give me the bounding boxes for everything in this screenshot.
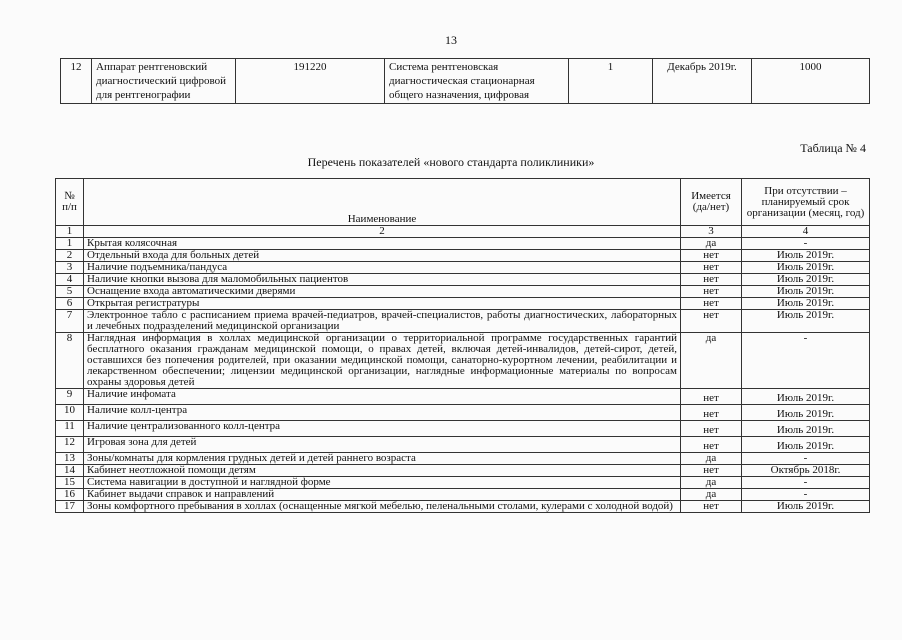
table-row <box>56 298 870 310</box>
indicator-name: Наличие кнопки вызова для маломобильных пациентов <box>84 274 681 286</box>
table-row <box>56 238 870 250</box>
indicator-name: Зоны/комнаты для кормления грудных детей и детей раннего возраста <box>84 453 681 465</box>
table-row <box>56 333 870 389</box>
row-number: 16 <box>56 489 84 501</box>
indicator-has: нет <box>681 274 742 286</box>
indicator-has: да <box>681 453 742 465</box>
indicator-has: нет <box>681 298 742 310</box>
indicator-plan: Июль 2019г. <box>742 389 870 405</box>
indicator-name: Система навигации в доступной и наглядной форме <box>84 477 681 489</box>
indicator-has: да <box>681 238 742 250</box>
indicator-name: Отдельный входа для больных детей <box>84 250 681 262</box>
indicator-name: Наличие колл-центра <box>84 405 681 421</box>
table-row <box>56 477 870 489</box>
table-row <box>56 501 870 513</box>
row-number: 8 <box>56 333 84 389</box>
table-row <box>56 489 870 501</box>
table-row <box>56 310 870 333</box>
table-title: Перечень показателей «нового стандарта поликлиники» <box>307 155 595 169</box>
row-number: 6 <box>56 298 84 310</box>
indicator-has: нет <box>681 405 742 421</box>
table-row <box>56 274 870 286</box>
indicator-has: нет <box>681 286 742 298</box>
row-number: 17 <box>56 501 84 513</box>
indicator-name: Наличие инфомата <box>84 389 681 405</box>
col-number: 3 <box>681 226 742 238</box>
indicator-name: Крытая колясочная <box>84 238 681 250</box>
indicator-has: нет <box>681 465 742 477</box>
equipment-table <box>60 58 870 104</box>
indicator-plan: Июль 2019г. <box>742 298 870 310</box>
indicator-name: Оснащение входа автоматическими дверями <box>84 286 681 298</box>
header-name: Наименование <box>84 179 681 226</box>
indicator-has: да <box>681 333 742 389</box>
indicator-name: Зоны комфортного пребывания в холлах (оснащенные мягкой мебелью, пеленальными столами, кулерами с холодной водой) <box>84 501 681 513</box>
indicator-has: да <box>681 489 742 501</box>
indicator-has: нет <box>681 250 742 262</box>
indicator-name: Наглядная информация в холлах медицинской организации о территориальной программе государственных гарантий бесплатного оказания гражданам медицинской помощи, о правах детей, включая детей-инвалидов, детей-сирот, детей, оставшихся без попечения родителей, при оказании медицинской помощи, санаторно-курортном лечении, реабилитации и лекарственном обеспечении; лицензии медицинской организации, наглядные информационные материалы по вопросам охраны здоровья детей <box>84 333 681 389</box>
indicator-has: нет <box>681 389 742 405</box>
indicator-plan: - <box>742 489 870 501</box>
indicator-plan: Июль 2019г. <box>742 274 870 286</box>
indicator-name: Кабинет выдачи справок и направлений <box>84 489 681 501</box>
indicator-has: нет <box>681 310 742 333</box>
indicator-plan: Июль 2019г. <box>742 250 870 262</box>
indicator-has: да <box>681 477 742 489</box>
table-row <box>56 250 870 262</box>
row-number: 5 <box>56 286 84 298</box>
table-row <box>56 262 870 274</box>
row-number: 7 <box>56 310 84 333</box>
col-number: 4 <box>742 226 870 238</box>
indicator-has: нет <box>681 501 742 513</box>
table-row <box>56 437 870 453</box>
indicator-plan: Октябрь 2018г. <box>742 465 870 477</box>
row-number: 13 <box>56 453 84 465</box>
equipment-price: 1000 <box>752 59 870 104</box>
indicator-plan: Июль 2019г. <box>742 310 870 333</box>
indicators-body <box>56 238 870 513</box>
equipment-code: 191220 <box>236 59 385 104</box>
header-plan: При отсутствии – планируемый срок организации (месяц, год) <box>742 179 870 226</box>
table-row <box>56 453 870 465</box>
table-row <box>56 465 870 477</box>
indicator-name: Кабинет неотложной помощи детям <box>84 465 681 477</box>
indicator-plan: - <box>742 477 870 489</box>
indicator-name: Наличие централизованного колл-центра <box>84 421 681 437</box>
table-row <box>56 286 870 298</box>
indicator-plan: Июль 2019г. <box>742 405 870 421</box>
row-number: 12 <box>61 59 92 104</box>
row-number: 10 <box>56 405 84 421</box>
indicator-has: нет <box>681 262 742 274</box>
equipment-quantity: 1 <box>569 59 653 104</box>
row-number: 3 <box>56 262 84 274</box>
header-row <box>56 179 870 226</box>
row-number: 9 <box>56 389 84 405</box>
indicator-name: Игровая зона для детей <box>84 437 681 453</box>
row-number: 15 <box>56 477 84 489</box>
indicator-has: нет <box>681 437 742 453</box>
equipment-name: Аппарат рентгеновский диагностический цифровой для рентгенографии <box>92 59 236 104</box>
indicator-plan: Июль 2019г. <box>742 501 870 513</box>
equipment-date: Декабрь 2019г. <box>653 59 752 104</box>
row-number: 1 <box>56 238 84 250</box>
indicator-plan: - <box>742 453 870 465</box>
indicator-plan: - <box>742 333 870 389</box>
table-row <box>56 421 870 437</box>
page-number: 13 <box>445 33 457 47</box>
col-number: 1 <box>56 226 84 238</box>
indicator-plan: Июль 2019г. <box>742 437 870 453</box>
column-numbers-row <box>56 226 870 238</box>
table-row <box>56 405 870 421</box>
table-row <box>61 59 870 104</box>
indicator-name: Электронное табло с расписанием приема врачей-педиатров, врачей-специалистов, работы диагностических, лабораторных и лечебных подразделений медицинской организации <box>84 310 681 333</box>
row-number: 11 <box>56 421 84 437</box>
equipment-description: Система рентгеновская диагностическая стационарная общего назначения, цифровая <box>385 59 569 104</box>
table-row <box>56 389 870 405</box>
indicator-plan: Июль 2019г. <box>742 262 870 274</box>
row-number: 14 <box>56 465 84 477</box>
row-number: 4 <box>56 274 84 286</box>
indicator-name: Открытая регистратуры <box>84 298 681 310</box>
indicator-plan: Июль 2019г. <box>742 421 870 437</box>
row-number: 2 <box>56 250 84 262</box>
row-number: 12 <box>56 437 84 453</box>
col-number: 2 <box>84 226 681 238</box>
indicator-has: нет <box>681 421 742 437</box>
indicator-name: Наличие подъемника/пандуса <box>84 262 681 274</box>
header-has: Имеется (да/нет) <box>681 179 742 226</box>
table-label: Таблица № 4 <box>800 141 866 155</box>
indicator-plan: - <box>742 238 870 250</box>
indicators-table <box>55 178 870 513</box>
header-num: № п/п <box>56 179 84 226</box>
indicator-plan: Июль 2019г. <box>742 286 870 298</box>
